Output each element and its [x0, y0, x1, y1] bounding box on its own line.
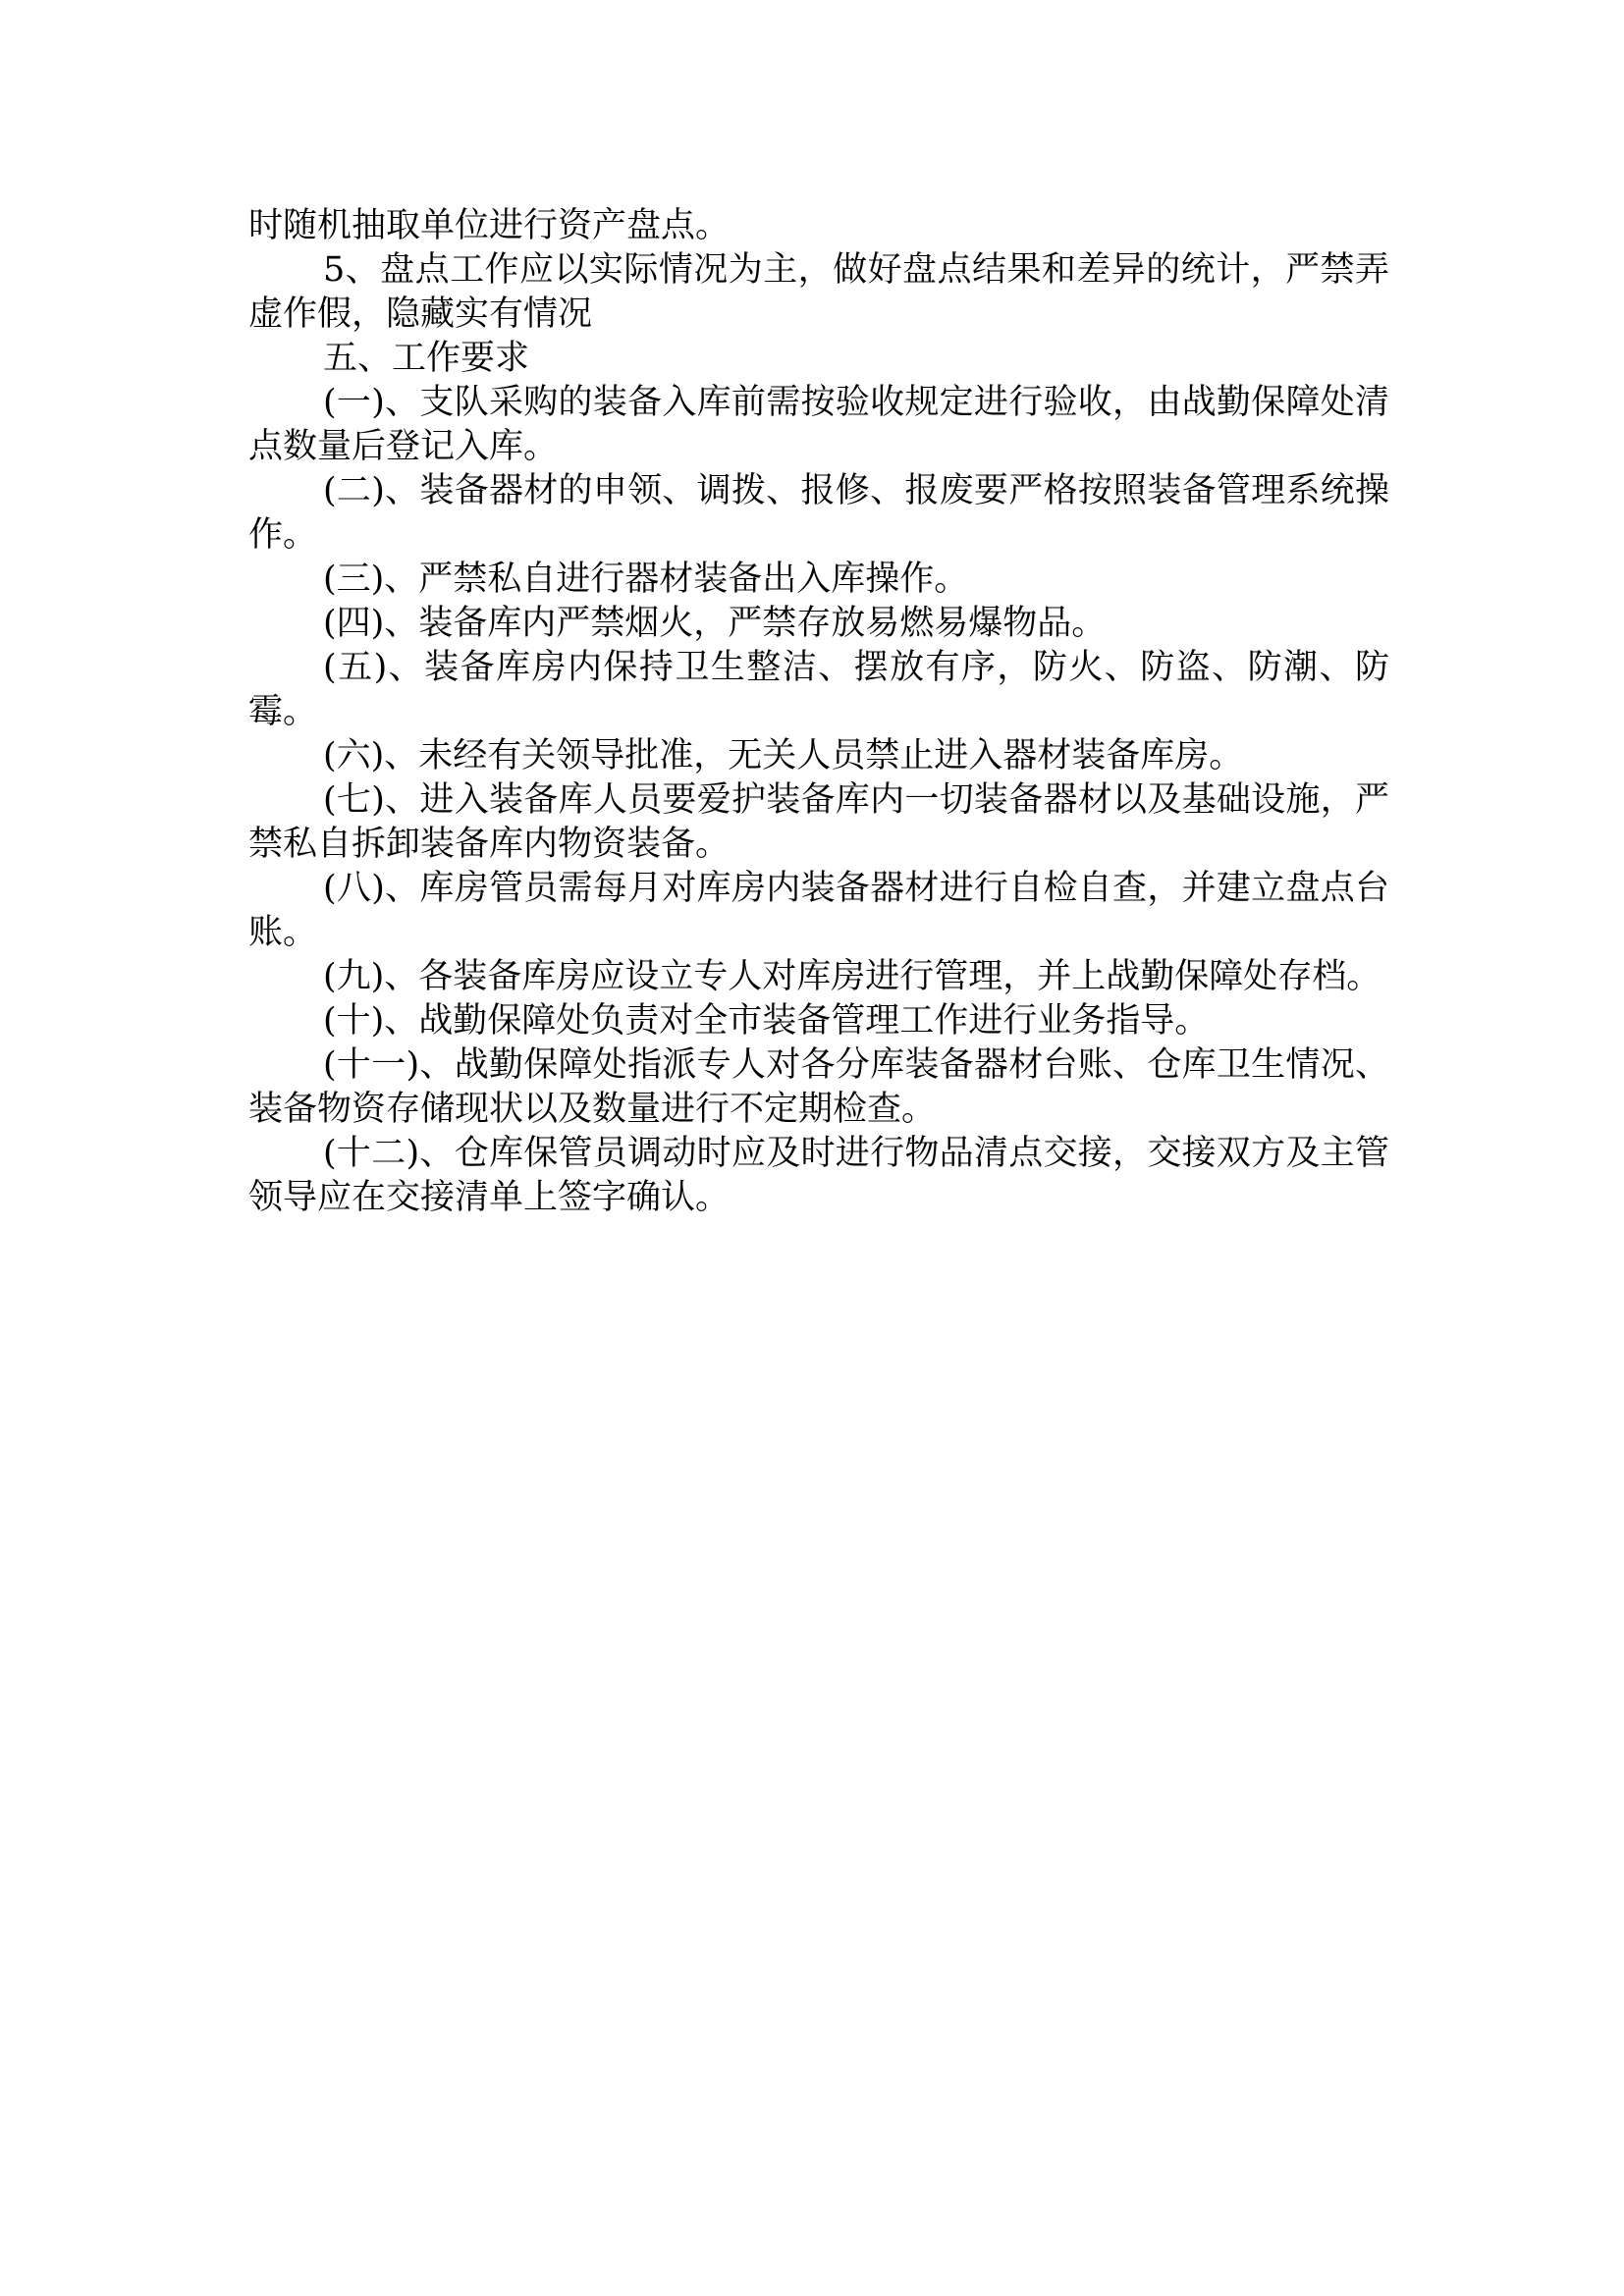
section-heading-work-requirements: 五、工作要求: [323, 339, 530, 378]
requirement-12: (十二)、仓库保管员调动时应及时进行物品清点交接，交接双方及主管领导应在交接清单上签字确认。: [248, 1134, 1389, 1217]
requirement-5: (五)、装备库房内保持卫生整洁、摆放有序，防火、防盗、防潮、防霉。: [248, 648, 1389, 731]
requirement-1: (一)、支队采购的装备入库前需按验收规定进行验收，由战勤保障处清点数量后登记入库。: [248, 383, 1389, 466]
requirement-7: (七)、进入装备库人员要爱护装备库内一切装备器材以及基础设施，严禁私自拆卸装备库内物资装备。: [248, 780, 1389, 864]
paragraph-continuation: 时随机抽取单位进行资产盘点。: [248, 206, 731, 245]
requirement-9: (九)、各装备库房应设立专人对库房进行管理，并上战勤保障处存档。: [323, 957, 1381, 996]
requirement-8: (八)、库房管员需每月对库房内装备器材进行自检自查，并建立盘点台账。: [248, 869, 1389, 952]
requirement-10: (十)、战勤保障处负责对全市装备管理工作进行业务指导。: [323, 1001, 1210, 1041]
requirement-11: (十一)、战勤保障处指派专人对各分库装备器材台账、仓库卫生情况、装备物资存储现状以及数量进行不定期检查。: [248, 1045, 1389, 1129]
requirement-2: (二)、装备器材的申领、调拨、报修、报废要严格按照装备管理系统操作。: [248, 471, 1389, 555]
document-body: [248, 204, 1389, 1220]
requirement-3: (三)、严禁私自进行器材装备出入库操作。: [323, 560, 969, 599]
requirement-4: (四)、装备库内严禁烟火，严禁存放易燃易爆物品。: [323, 604, 1107, 643]
requirement-6: (六)、未经有关领导批准，无关人员禁止进入器材装备库房。: [323, 736, 1244, 775]
paragraph-item-5: 5、盘点工作应以实际情况为主，做好盘点结果和差异的统计，严禁弄虚作假，隐藏实有情况: [248, 250, 1389, 334]
